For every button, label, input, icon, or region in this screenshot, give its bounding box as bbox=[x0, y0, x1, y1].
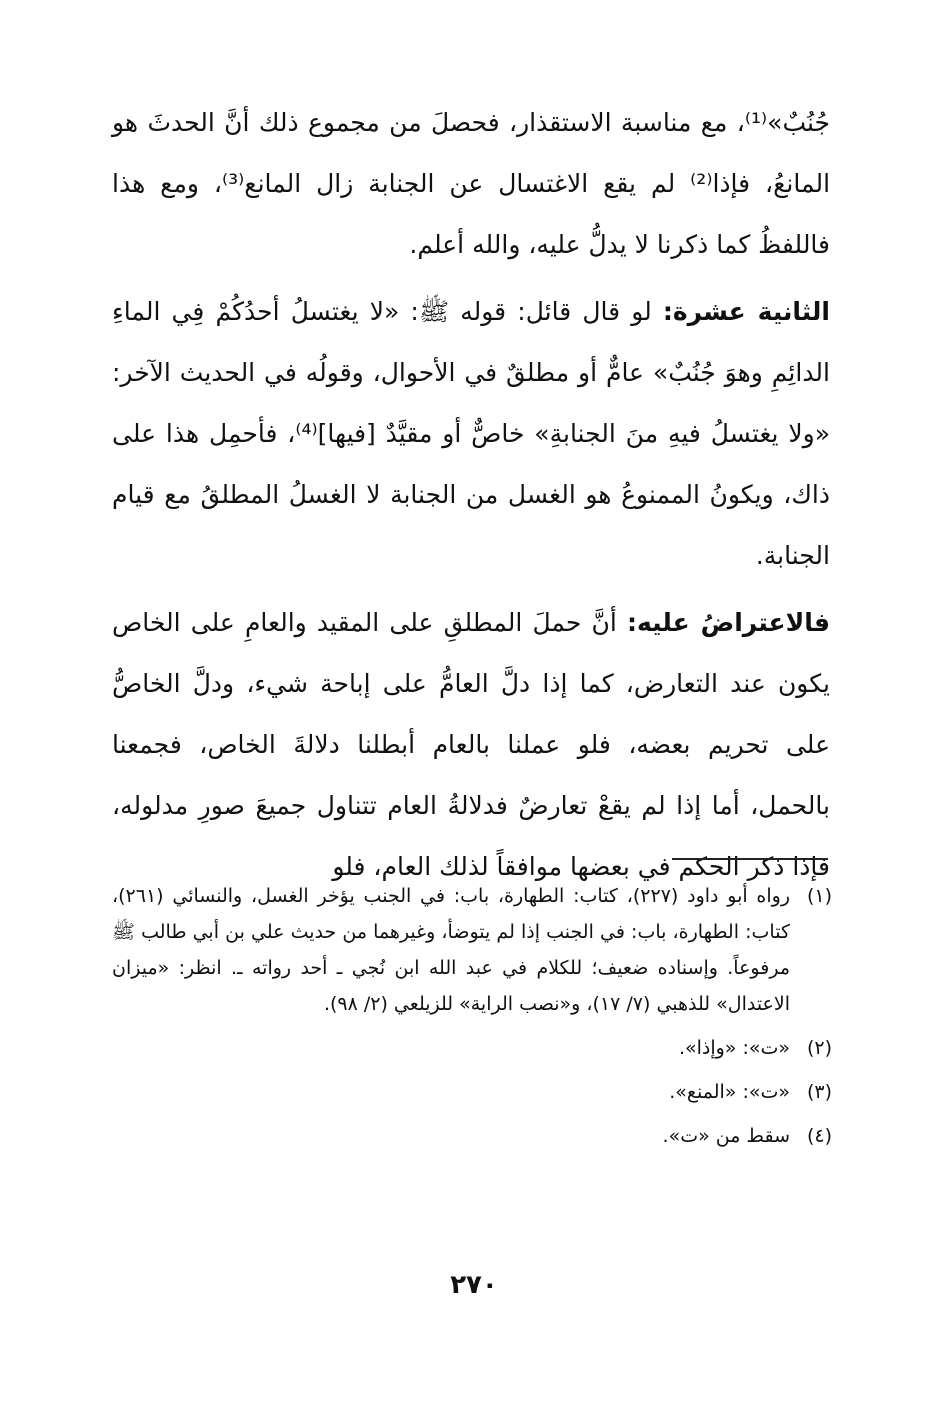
paragraph-2-heading: الثانية عشرة: bbox=[662, 297, 830, 326]
footnote-2 bbox=[112, 1030, 832, 1066]
paragraph-3-heading: فالاعتراضُ عليه: bbox=[627, 608, 830, 637]
paragraph-3 bbox=[112, 592, 830, 897]
page-number: ٢٧٠ bbox=[450, 1270, 498, 1300]
paragraph-2-text: لو قال قائل: قوله ﷺ: «لا يغتسلُ أحدُكُمْ فِي الماءِ الدائِمِ وهوَ جُنُبٌ» عامٌّ أو مطلقٌ في الأحوال، وقولُه في الحديث الآخر: «ولا يغتسلُ فيهِ منَ الجنابةِ» خاصٌّ أو مقيَّدٌ [فيها]⁽⁴⁾، فأحمِل هذا على ذاك، ويكونُ الممنوعُ هو الغسل من الجنابة لا الغسلُ المطلقُ مع قيام الجنابة. bbox=[112, 297, 830, 570]
paragraph-3-text: أنَّ حملَ المطلقِ على المقيد والعامِ على الخاص يكون عند التعارض، كما إذا دلَّ العامُّ على إباحة شيء، ودلَّ الخاصُّ على تحريم بعضه، فلو عملنا بالعام أبطلنا دلالةَ الخاص، فجمعنا بالحمل، أما إذا لم يقعْ تعارضٌ فدلالةُ العام تتناول جميعَ صورِ مدلوله، فإذا ذكر الحكم في بعضها موافقاً لذلك العام، فلو bbox=[112, 608, 830, 881]
footnote-number: (١) bbox=[806, 885, 832, 907]
footnote-4 bbox=[112, 1118, 832, 1154]
paragraph-1 bbox=[112, 92, 830, 275]
footnote-text: سقط من «ت». bbox=[662, 1125, 790, 1147]
main-text bbox=[112, 92, 830, 903]
paragraph-2 bbox=[112, 281, 830, 586]
footnote-1 bbox=[112, 878, 832, 1022]
footnote-text: «ت»: «المنع». bbox=[669, 1081, 790, 1103]
footnote-text: رواه أبو داود (٢٢٧)، كتاب: الطهارة، باب: في الجنب يؤخر الغسل، والنسائي (٢٦١)، كتاب: الطهارة، باب: في الجنب إذا لم يتوضأ، وغيرهما من حديث علي بن أبي طالب ﷺ مرفوعاً. وإسناده ضعيف؛ للكلام في عبد الله ابن نُجي ـ أحد رواته ـ. انظر: «ميزان الاعتدال» للذهبي (٧/ ١٧)، و«نصب الراية» للزيلعي (٢/ ٩٨). bbox=[112, 885, 790, 1015]
footnotes bbox=[112, 878, 832, 1162]
footnote-number: (٤) bbox=[806, 1125, 832, 1147]
footnote-text: «ت»: «وإذا». bbox=[678, 1037, 790, 1059]
paragraph-1-text: جُنُبٌ»⁽¹⁾، مع مناسبة الاستقذار، فحصلَ من مجموع ذلك أنَّ الحدثَ هو المانعُ، فإذا⁽²⁾ لم يقع الاغتسال عن الجنابة زال المانع⁽³⁾، ومع هذا فاللفظُ كما ذكرنا لا يدلُّ عليه، والله أعلم. bbox=[112, 108, 831, 259]
footnote-3 bbox=[112, 1074, 832, 1110]
footnote-separator bbox=[672, 858, 828, 860]
footnote-number: (٣) bbox=[806, 1081, 832, 1103]
footnote-number: (٢) bbox=[806, 1037, 832, 1059]
